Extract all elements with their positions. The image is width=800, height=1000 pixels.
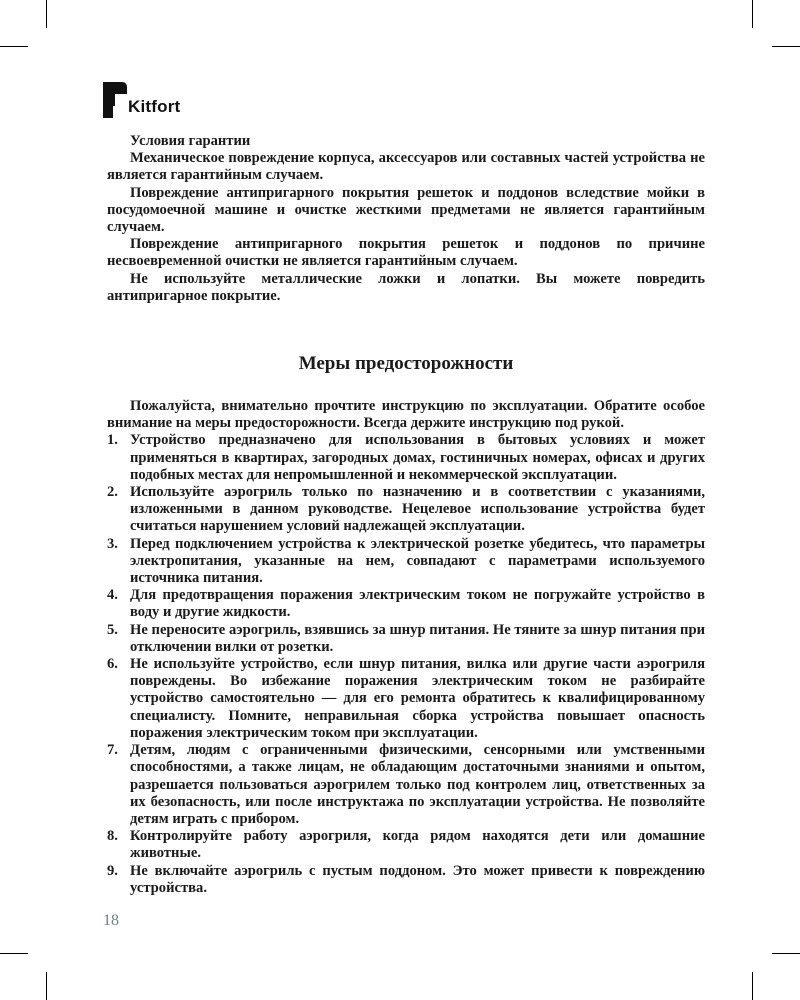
crop-mark <box>46 972 47 1000</box>
list-item <box>107 656 705 742</box>
list-item-number: 4. <box>107 587 118 604</box>
list-item <box>107 742 705 828</box>
warranty-heading: Условия гарантии <box>130 133 251 149</box>
list-item <box>107 622 705 656</box>
list-item-number: 7. <box>107 742 118 759</box>
crop-mark <box>0 953 28 954</box>
kitfort-logo-icon <box>103 82 127 118</box>
list-item-number: 2. <box>107 484 118 501</box>
precautions-intro: Пожалуйста, внимательно прочтите инструкцию по эксплуатации. Обратите особое внимание на меры предосторожности. Всегда держите инструкцию под рукой. <box>107 398 705 432</box>
list-item-text: Не включайте аэрогриль с пустым поддоном. Это может привести к повреждению устройства. <box>130 862 705 896</box>
list-item-number: 8. <box>107 828 118 845</box>
crop-mark <box>752 0 753 28</box>
crop-mark <box>752 972 753 1000</box>
list-item <box>107 863 705 897</box>
list-item <box>107 536 705 588</box>
precautions-title: Меры предосторожности <box>298 353 514 375</box>
list-item-text: Не используйте устройство, если шнур питания, вилка или другие части аэрогриля повреждены. Во избежание поражения электрическим током не разбирайте устройство самостоятельно — для его ремонта обратитесь к квалифицированному специалисту. Помните, неправильная сборка устройства повышает опасность поражения электрическим током при эксплуатации. <box>130 656 705 741</box>
list-item <box>107 432 705 484</box>
list-item-text: Для предотвращения поражения электрическим током не погружайте устройство в воду и другие жидкости. <box>130 587 705 621</box>
kitfort-logo <box>103 82 181 122</box>
list-item-text: Устройство предназначено для использования в бытовых условиях и может применяться в квартирах, загородных домах, гостиничных номерах, офисах и других подобных местах для непромышленной и некоммерческой эксплуатации. <box>130 432 705 483</box>
crop-mark <box>772 953 800 954</box>
crop-mark <box>46 0 47 28</box>
list-item-number: 9. <box>107 862 118 879</box>
list-item-text: Детям, людям с ограниченными физическими, сенсорными или умственными способностями, а также лицам, не обладающим достаточными знаниями и опытом, разрешается пользоваться аэрогрилем только под контролем лиц, ответственных за их безопасность, или после инструктажа по эксплуатации устройства. Не позволяйте детям играть с прибором. <box>130 742 705 827</box>
logo-text: Kitfort <box>128 97 181 116</box>
list-item-text: Используйте аэрогриль только по назначению и в соответствии с указаниями, изложенными в данном руководстве. Нецелевое использование устройства будет считаться нарушением условий надлежащей эксплуатации. <box>130 484 705 535</box>
list-item-number: 3. <box>107 535 118 552</box>
list-item-number: 1. <box>107 432 118 449</box>
list-item <box>107 828 705 862</box>
precautions-list <box>107 432 705 896</box>
warranty-paragraph: Механическое повреждение корпуса, аксессуаров или составных частей устройства не является гарантийным случаем. <box>107 150 705 184</box>
crop-mark <box>0 46 28 47</box>
warranty-paragraph: Не используйте металлические ложки и лопатки. Вы можете повредить антипригарное покрытие. <box>107 270 705 304</box>
list-item-text: Не переносите аэрогриль, взявшись за шнур питания. Не тяните за шнур питания при отключении вилки от розетки. <box>130 621 705 655</box>
warranty-paragraph: Повреждение антипригарного покрытия решеток и поддонов вследствие мойки в посудомоечной машине и очистке жесткими предметами не является гарантийным случаем. <box>107 184 705 236</box>
page-number: 18 <box>103 912 119 929</box>
list-item-text: Контролируйте работу аэрогриля, когда рядом находятся дети или домашние животные. <box>130 828 705 862</box>
crop-mark <box>772 46 800 47</box>
list-item-number: 5. <box>107 621 118 638</box>
warranty-paragraph: Повреждение антипригарного покрытия решеток и поддонов по причине несвоевременной очистки не является гарантийным случаем. <box>107 236 705 270</box>
list-item <box>107 484 705 536</box>
list-item-text: Перед подключением устройства к электрической розетке убедитесь, что параметры электропитания, указанные на нем, совпадают с параметрами используемого источника питания. <box>130 535 705 587</box>
list-item-number: 6. <box>107 656 118 673</box>
page-content <box>107 133 705 897</box>
list-item <box>107 587 705 621</box>
